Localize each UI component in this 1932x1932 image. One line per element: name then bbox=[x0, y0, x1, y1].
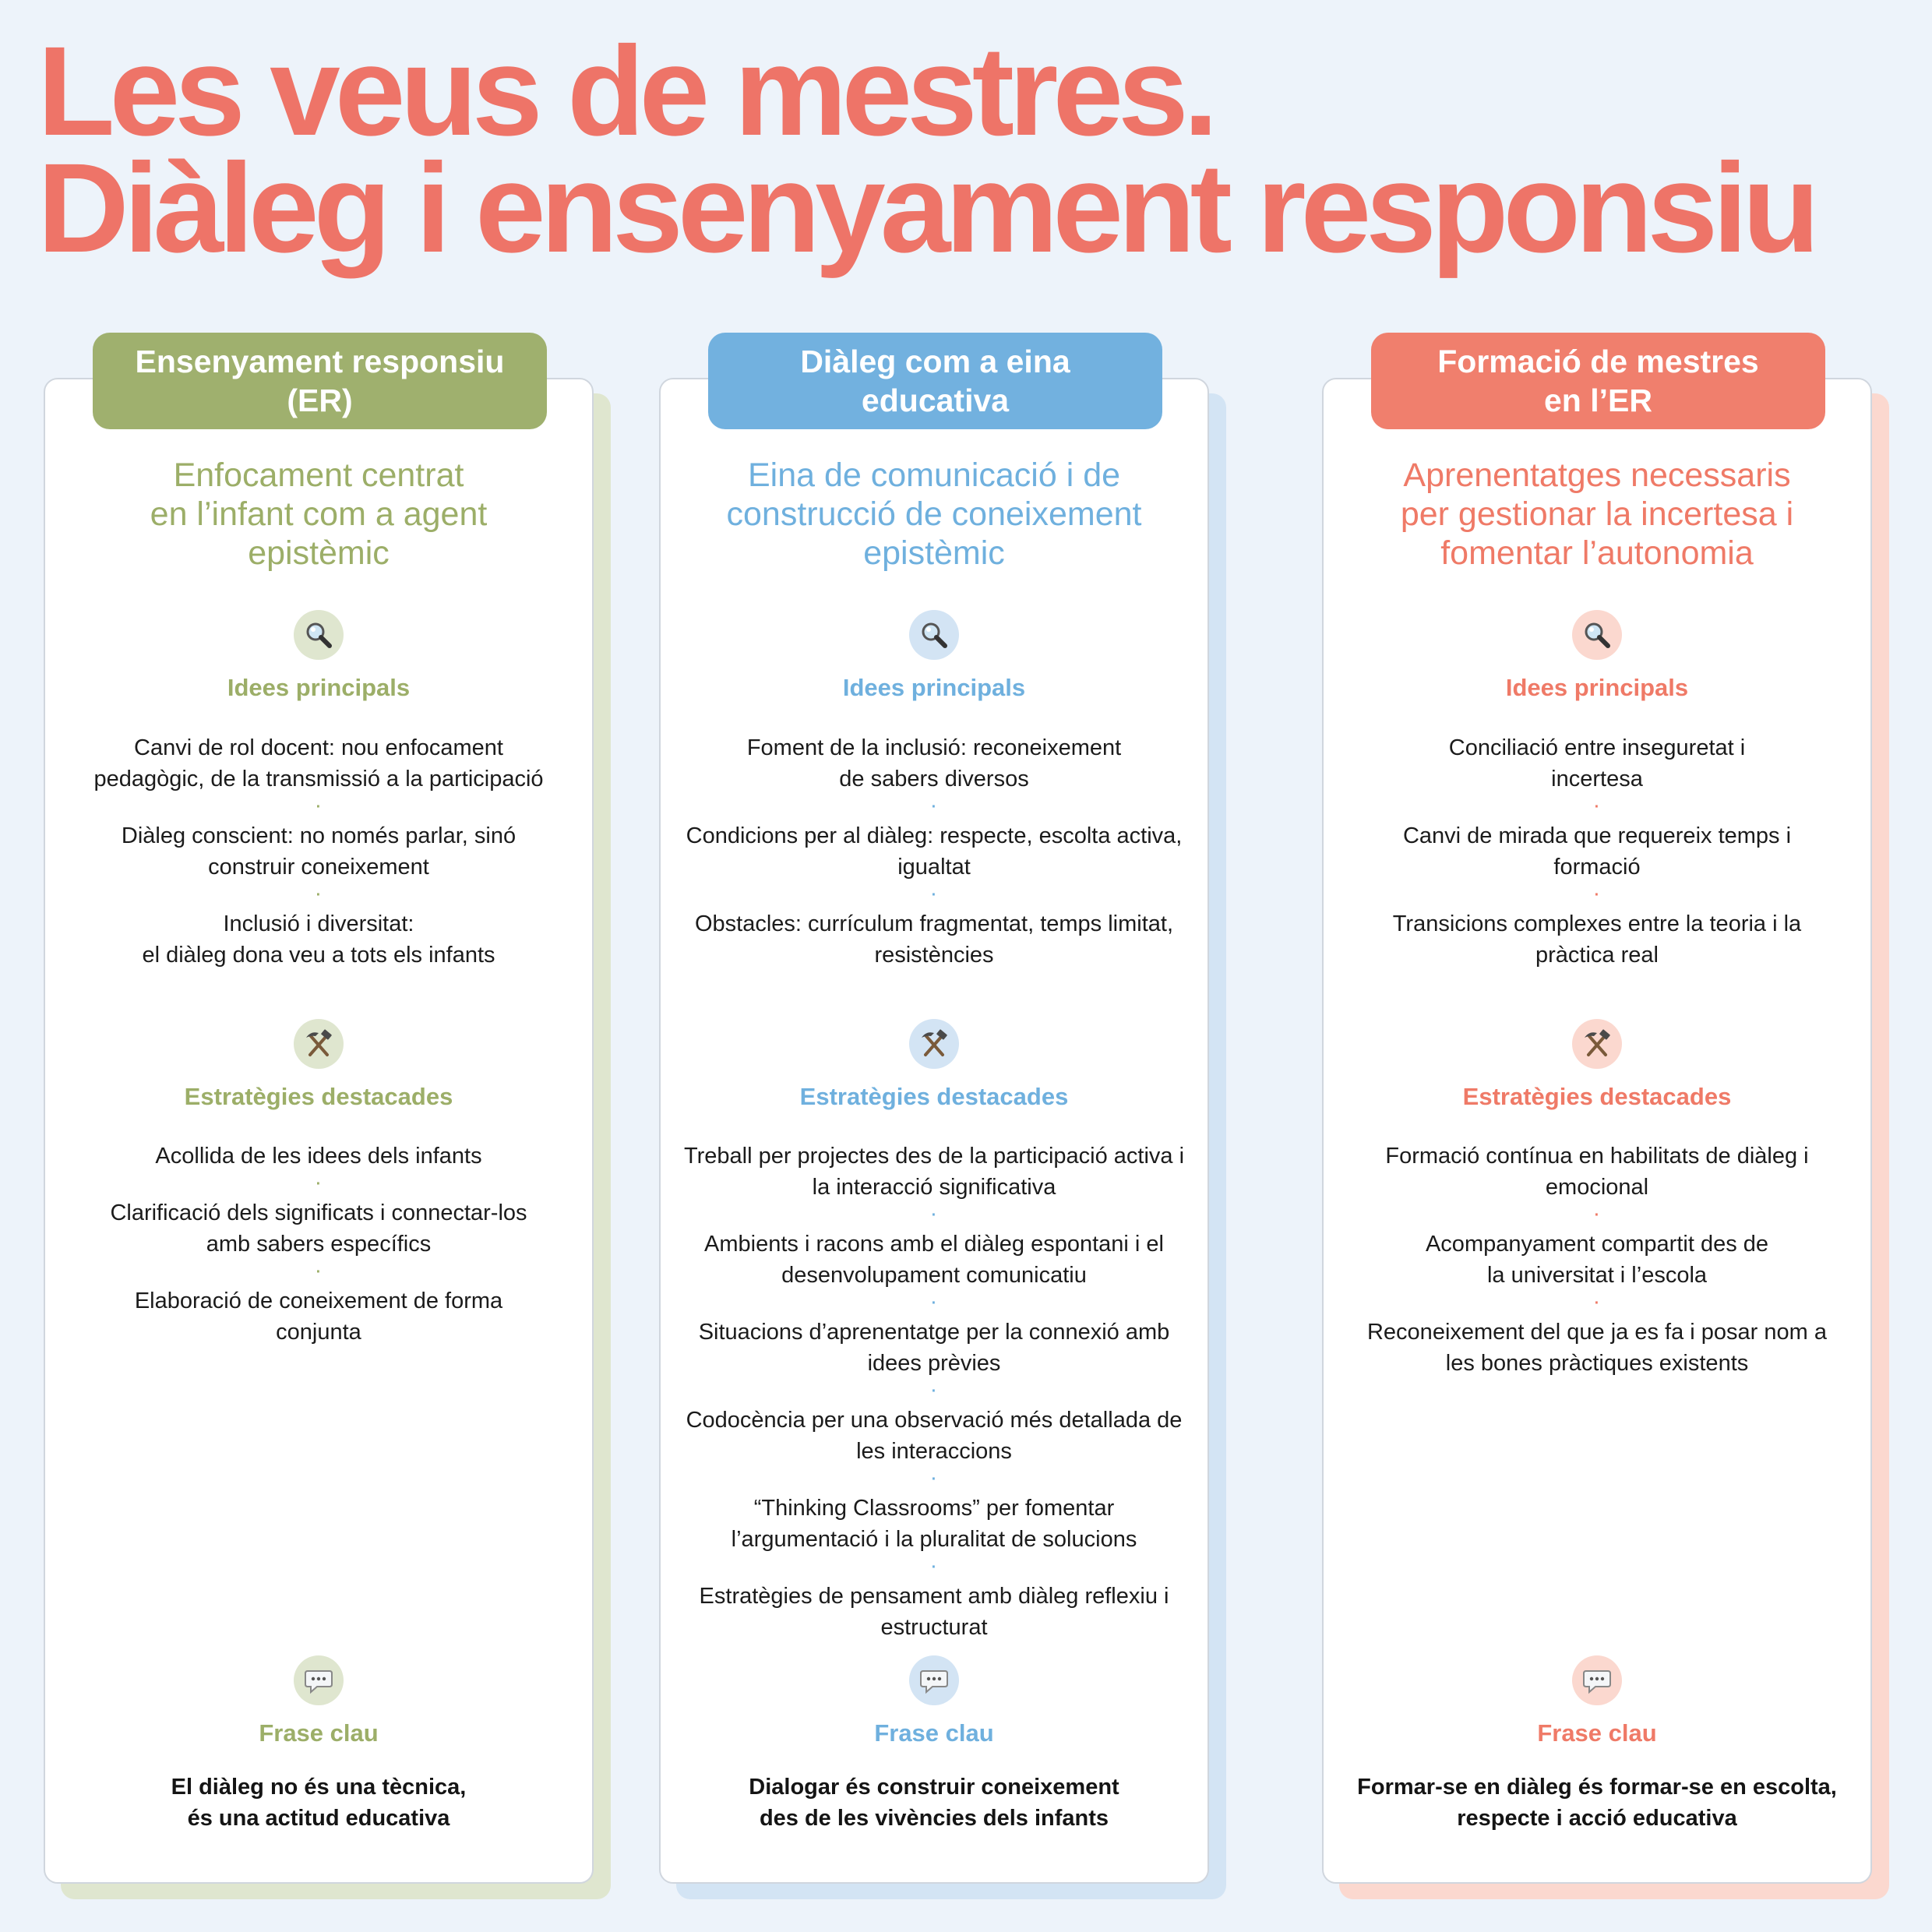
key-phrase bbox=[44, 1772, 594, 1834]
separator-dot: · bbox=[931, 1383, 937, 1400]
idea-item-line: pràctica real bbox=[1535, 943, 1659, 968]
column-header-line: Diàleg com a eina bbox=[800, 344, 1070, 379]
estrategies-destacades-heading: Estratègies destacades bbox=[184, 1083, 453, 1110]
page-title-line-1: Les veus de mestres. bbox=[37, 19, 1214, 162]
strategy-item bbox=[44, 1285, 594, 1348]
strategy-item-line: Situacions d’aprenentatge per la connexió amb bbox=[698, 1320, 1170, 1345]
idea-item-line: Canvi de rol docent: nou enfocament bbox=[134, 735, 503, 760]
idea-item-line: construir coneixement bbox=[208, 855, 429, 880]
ideas-principals-heading: Idees principals bbox=[842, 674, 1026, 701]
strategy-item-line: desenvolupament comunicatiu bbox=[781, 1263, 1087, 1288]
speech-bubble-icon bbox=[909, 1655, 959, 1705]
strategy-item bbox=[659, 1317, 1209, 1379]
idea-item bbox=[1322, 820, 1872, 883]
strategy-item bbox=[659, 1405, 1209, 1467]
strategy-item-line: la interacció significativa bbox=[812, 1175, 1056, 1200]
strategy-item-line: amb sabers específics bbox=[206, 1232, 432, 1257]
column-subtitle-line: Enfocament centrat bbox=[173, 457, 464, 494]
column-subtitle bbox=[659, 456, 1209, 573]
column-subtitle-line: epistèmic bbox=[863, 534, 1005, 572]
strategy-item-line: Ambients i racons amb el diàleg espontani i el bbox=[704, 1232, 1164, 1257]
column-header-line: educativa bbox=[861, 383, 1010, 418]
separator-dot: · bbox=[931, 887, 937, 904]
strategy-item bbox=[659, 1493, 1209, 1555]
frase-clau-heading: Frase clau bbox=[874, 1719, 994, 1747]
magnifier-icon bbox=[909, 610, 959, 660]
column-header-tag bbox=[708, 333, 1162, 429]
column-subtitle-line: epistèmic bbox=[248, 534, 390, 572]
separator-dot: · bbox=[1594, 799, 1600, 816]
strategy-item-line: l’argumentació i la pluralitat de solucions bbox=[731, 1527, 1137, 1552]
key-phrase-line: El diàleg no és una tècnica, bbox=[171, 1775, 467, 1800]
column-dialeg-eina-educativa bbox=[659, 344, 1209, 1884]
column-subtitle bbox=[44, 456, 594, 573]
separator-dot: · bbox=[931, 1471, 937, 1488]
separator-dot: · bbox=[931, 1295, 937, 1312]
key-phrase-line: Dialogar és construir coneixement bbox=[749, 1775, 1119, 1800]
idea-item-line: Inclusió i diversitat: bbox=[223, 911, 414, 936]
idea-item bbox=[659, 908, 1209, 971]
hammer-pick-icon bbox=[1572, 1019, 1622, 1069]
idea-item-line: pedagògic, de la transmissió a la participació bbox=[93, 767, 544, 791]
idea-item-line: Condicions per al diàleg: respecte, escolta activa, bbox=[686, 823, 1183, 848]
strategy-item-line: conjunta bbox=[276, 1320, 361, 1345]
idea-item-line: resistències bbox=[874, 943, 994, 968]
separator-dot: · bbox=[931, 1207, 937, 1224]
key-phrase bbox=[1322, 1772, 1872, 1834]
column-header-line: Formació de mestres bbox=[1437, 344, 1759, 379]
strategy-item bbox=[659, 1229, 1209, 1291]
column-header-line: Ensenyament responsiu bbox=[135, 344, 505, 379]
frase-clau-heading: Frase clau bbox=[259, 1719, 379, 1747]
separator-dot: · bbox=[1594, 1295, 1600, 1312]
strategy-item bbox=[659, 1581, 1209, 1643]
strategy-item-line: Estratègies de pensament amb diàleg reflexiu i bbox=[699, 1584, 1169, 1609]
estrategies-destacades-heading: Estratègies destacades bbox=[799, 1083, 1069, 1110]
key-phrase bbox=[659, 1772, 1209, 1834]
strategy-item bbox=[1322, 1317, 1872, 1379]
speech-bubble-icon bbox=[1572, 1655, 1622, 1705]
strategy-item bbox=[44, 1197, 594, 1260]
separator-dot: · bbox=[316, 799, 322, 816]
column-header-tag bbox=[93, 333, 547, 429]
separator-dot: · bbox=[931, 799, 937, 816]
idea-item-line: Obstacles: currículum fragmentat, temps limitat, bbox=[694, 911, 1174, 936]
strategy-item-line: la universitat i l’escola bbox=[1486, 1263, 1708, 1288]
column-subtitle-line: fomentar l’autonomia bbox=[1440, 534, 1754, 572]
separator-dot: · bbox=[1594, 1207, 1600, 1224]
strategy-item-line: “Thinking Classrooms” per fomentar bbox=[753, 1496, 1115, 1521]
idea-item-line: Foment de la inclusió: reconeixement bbox=[746, 735, 1122, 760]
strategy-item-line: Elaboració de coneixement de forma bbox=[134, 1289, 503, 1313]
column-header-line: en l’ER bbox=[1544, 383, 1652, 418]
column-formacio-mestres bbox=[1322, 344, 1872, 1884]
strategy-item-line: les interaccions bbox=[856, 1439, 1012, 1464]
page-title bbox=[37, 19, 1815, 279]
strategy-item-line: Clarificació dels significats i connectar-los bbox=[110, 1200, 527, 1225]
ideas-list bbox=[1322, 732, 1872, 971]
key-phrase-line: és una actitud educativa bbox=[187, 1806, 450, 1831]
separator-dot: · bbox=[931, 1559, 937, 1576]
strategy-item-line: les bones pràctiques existents bbox=[1445, 1351, 1749, 1376]
strategy-item bbox=[659, 1141, 1209, 1203]
separator-dot: · bbox=[316, 1176, 322, 1193]
idea-item bbox=[44, 820, 594, 883]
ideas-principals-heading: Idees principals bbox=[227, 674, 411, 701]
strategy-item-line: Treball per projectes des de la participació activa i bbox=[683, 1144, 1185, 1169]
strategy-item-line: idees prèvies bbox=[867, 1351, 1001, 1376]
column-subtitle-line: Eina de comunicació i de bbox=[747, 457, 1121, 494]
idea-item-line: Transicions complexes entre la teoria i la bbox=[1392, 911, 1802, 936]
magnifier-icon bbox=[1572, 610, 1622, 660]
strategy-item-line: emocional bbox=[1545, 1175, 1649, 1200]
column-ensenyament-responsiu bbox=[44, 344, 594, 1884]
ideas-list bbox=[659, 732, 1209, 971]
separator-dot: · bbox=[316, 1264, 322, 1281]
page-title-line-2: Diàleg i ensenyament responsiu bbox=[37, 136, 1815, 279]
column-subtitle-line: Aprenentatges necessaris bbox=[1403, 457, 1791, 494]
magnifier-icon bbox=[294, 610, 344, 660]
strategy-item-line: Reconeixement del que ja es fa i posar nom a bbox=[1366, 1320, 1827, 1345]
strategy-item-line: Acollida de les idees dels infants bbox=[155, 1144, 482, 1169]
strategies-list bbox=[1322, 1141, 1872, 1379]
idea-item-line: Conciliació entre inseguretat i bbox=[1448, 735, 1746, 760]
strategy-item-line: Acompanyament compartit des de bbox=[1425, 1232, 1769, 1257]
column-subtitle bbox=[1322, 456, 1872, 573]
strategy-item-line: estructurat bbox=[880, 1615, 988, 1640]
idea-item-line: Canvi de mirada que requereix temps i bbox=[1402, 823, 1792, 848]
strategy-item bbox=[44, 1141, 594, 1172]
idea-item bbox=[1322, 908, 1872, 971]
key-phrase-line: des de les vivències dels infants bbox=[759, 1806, 1109, 1831]
strategies-list bbox=[659, 1141, 1209, 1643]
column-subtitle-line: construcció de coneixement bbox=[726, 495, 1142, 533]
strategies-list bbox=[44, 1141, 594, 1348]
idea-item-line: igualtat bbox=[897, 855, 971, 880]
hammer-pick-icon bbox=[909, 1019, 959, 1069]
strategy-item-line: Formació contínua en habilitats de diàleg i bbox=[1385, 1144, 1809, 1169]
hammer-pick-icon bbox=[294, 1019, 344, 1069]
frase-clau-heading: Frase clau bbox=[1537, 1719, 1657, 1747]
idea-item bbox=[44, 908, 594, 971]
idea-item-line: incertesa bbox=[1551, 767, 1643, 791]
strategy-item bbox=[1322, 1229, 1872, 1291]
separator-dot: · bbox=[1594, 887, 1600, 904]
key-phrase-line: Formar-se en diàleg és formar-se en escolta, bbox=[1357, 1775, 1837, 1800]
idea-item-line: Diàleg conscient: no només parlar, sinó bbox=[121, 823, 516, 848]
strategy-item-line: Codocència per una observació més detallada de bbox=[686, 1408, 1183, 1433]
column-subtitle-line: per gestionar la incertesa i bbox=[1400, 495, 1794, 533]
ideas-list bbox=[44, 732, 594, 971]
idea-item bbox=[659, 820, 1209, 883]
key-phrase-line: respecte i acció educativa bbox=[1457, 1806, 1737, 1831]
idea-item bbox=[44, 732, 594, 795]
idea-item bbox=[659, 732, 1209, 795]
column-header-line: (ER) bbox=[287, 383, 353, 418]
estrategies-destacades-heading: Estratègies destacades bbox=[1462, 1083, 1732, 1110]
separator-dot: · bbox=[316, 887, 322, 904]
idea-item-line: formació bbox=[1553, 855, 1641, 880]
idea-item-line: el diàleg dona veu a tots els infants bbox=[142, 943, 495, 968]
ideas-principals-heading: Idees principals bbox=[1505, 674, 1689, 701]
strategy-item bbox=[1322, 1141, 1872, 1203]
column-header-tag bbox=[1371, 333, 1825, 429]
idea-item bbox=[1322, 732, 1872, 795]
column-subtitle-line: en l’infant com a agent bbox=[150, 495, 488, 533]
idea-item-line: de sabers diversos bbox=[839, 767, 1029, 791]
speech-bubble-icon bbox=[294, 1655, 344, 1705]
